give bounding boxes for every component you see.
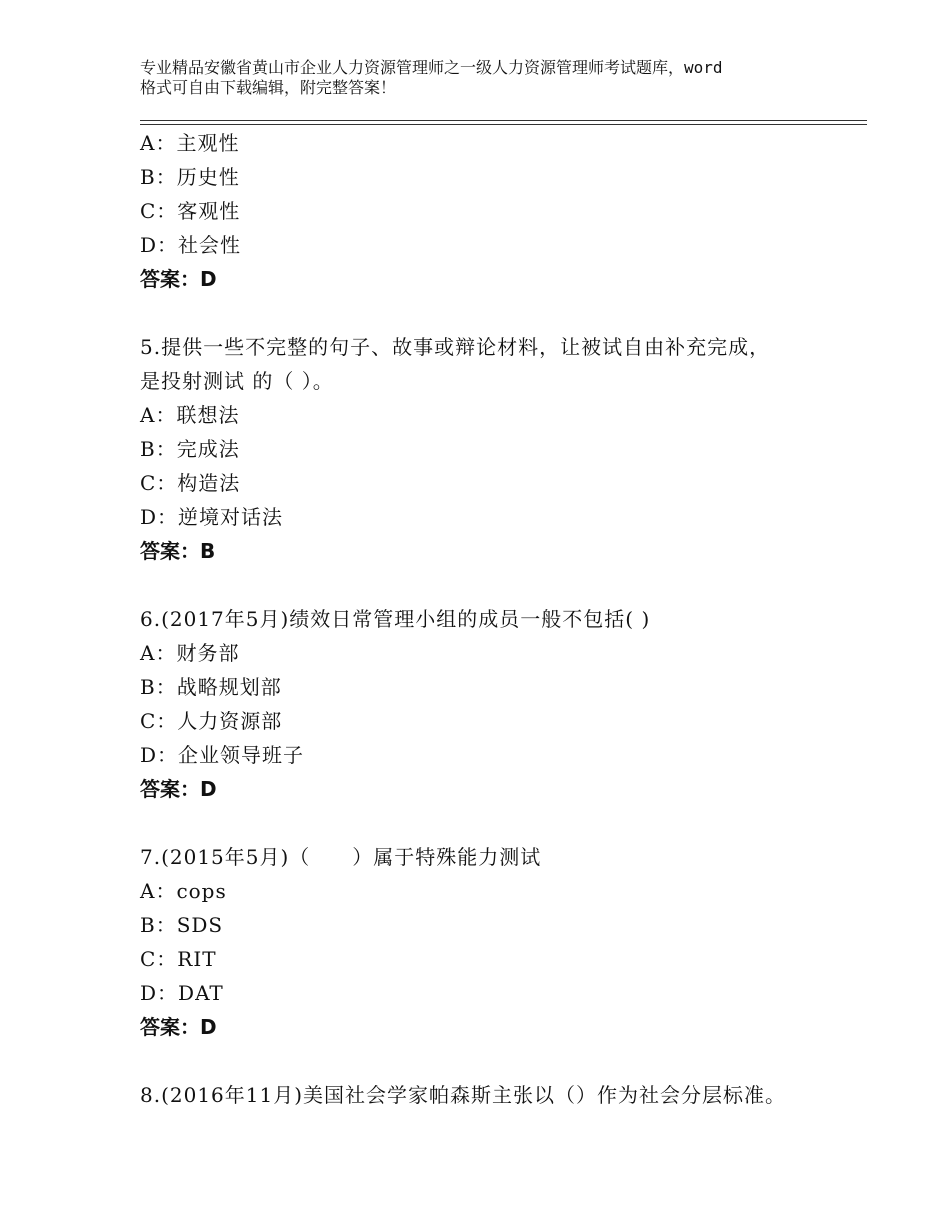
option-a: A：财务部 xyxy=(140,641,240,665)
option-b: B：SDS xyxy=(140,913,224,937)
option-d: D：社会性 xyxy=(140,233,242,257)
question-text: 7.(2015年5月)（ ）属于特殊能力测试 xyxy=(140,845,542,869)
option-a: A：cops xyxy=(140,879,227,903)
question-text-continued: 是投射测试 的（ ）。 xyxy=(140,369,334,393)
option-c: C：客观性 xyxy=(140,199,241,223)
question-list xyxy=(140,126,867,1112)
question-5 xyxy=(140,330,867,568)
question-6 xyxy=(140,602,867,806)
option-d: D：逆境对话法 xyxy=(140,505,284,529)
question-text: 5.提供一些不完整的句子、故事或辩论材料，让被试自由补充完成， xyxy=(140,335,771,359)
question-text: 8.(2016年11月)美国社会学家帕森斯主张以（）作为社会分层标准。 xyxy=(140,1083,787,1107)
answer-label: 答案：B xyxy=(140,539,216,563)
question-4 xyxy=(140,126,867,296)
option-c: C：构造法 xyxy=(140,471,241,495)
answer-label: 答案：D xyxy=(140,267,217,291)
header-line-1: 专业精品安徽省黄山市企业人力资源管理师之一级人力资源管理师考试题库，word xyxy=(140,58,723,77)
option-b: B：战略规划部 xyxy=(140,675,282,699)
option-c: C：人力资源部 xyxy=(140,709,283,733)
option-a: A：联想法 xyxy=(140,403,240,427)
answer-label: 答案：D xyxy=(140,777,217,801)
option-d: D：DAT xyxy=(140,981,224,1005)
answer-label: 答案：D xyxy=(140,1015,217,1039)
option-c: C：RIT xyxy=(140,947,217,971)
header-divider xyxy=(140,120,867,125)
option-d: D：企业领导班子 xyxy=(140,743,305,767)
spacer xyxy=(140,568,867,602)
spacer xyxy=(140,296,867,330)
spacer xyxy=(140,1044,867,1078)
option-a: A：主观性 xyxy=(140,131,240,155)
spacer xyxy=(140,806,867,840)
document-header xyxy=(140,58,840,98)
question-7 xyxy=(140,840,867,1044)
header-line-2: 格式可自由下载编辑，附完整答案！ xyxy=(140,78,397,97)
question-8 xyxy=(140,1078,867,1112)
option-b: B：历史性 xyxy=(140,165,240,189)
option-b: B：完成法 xyxy=(140,437,240,461)
question-text: 6.(2017年5月)绩效日常管理小组的成员一般不包括( ) xyxy=(140,607,651,631)
